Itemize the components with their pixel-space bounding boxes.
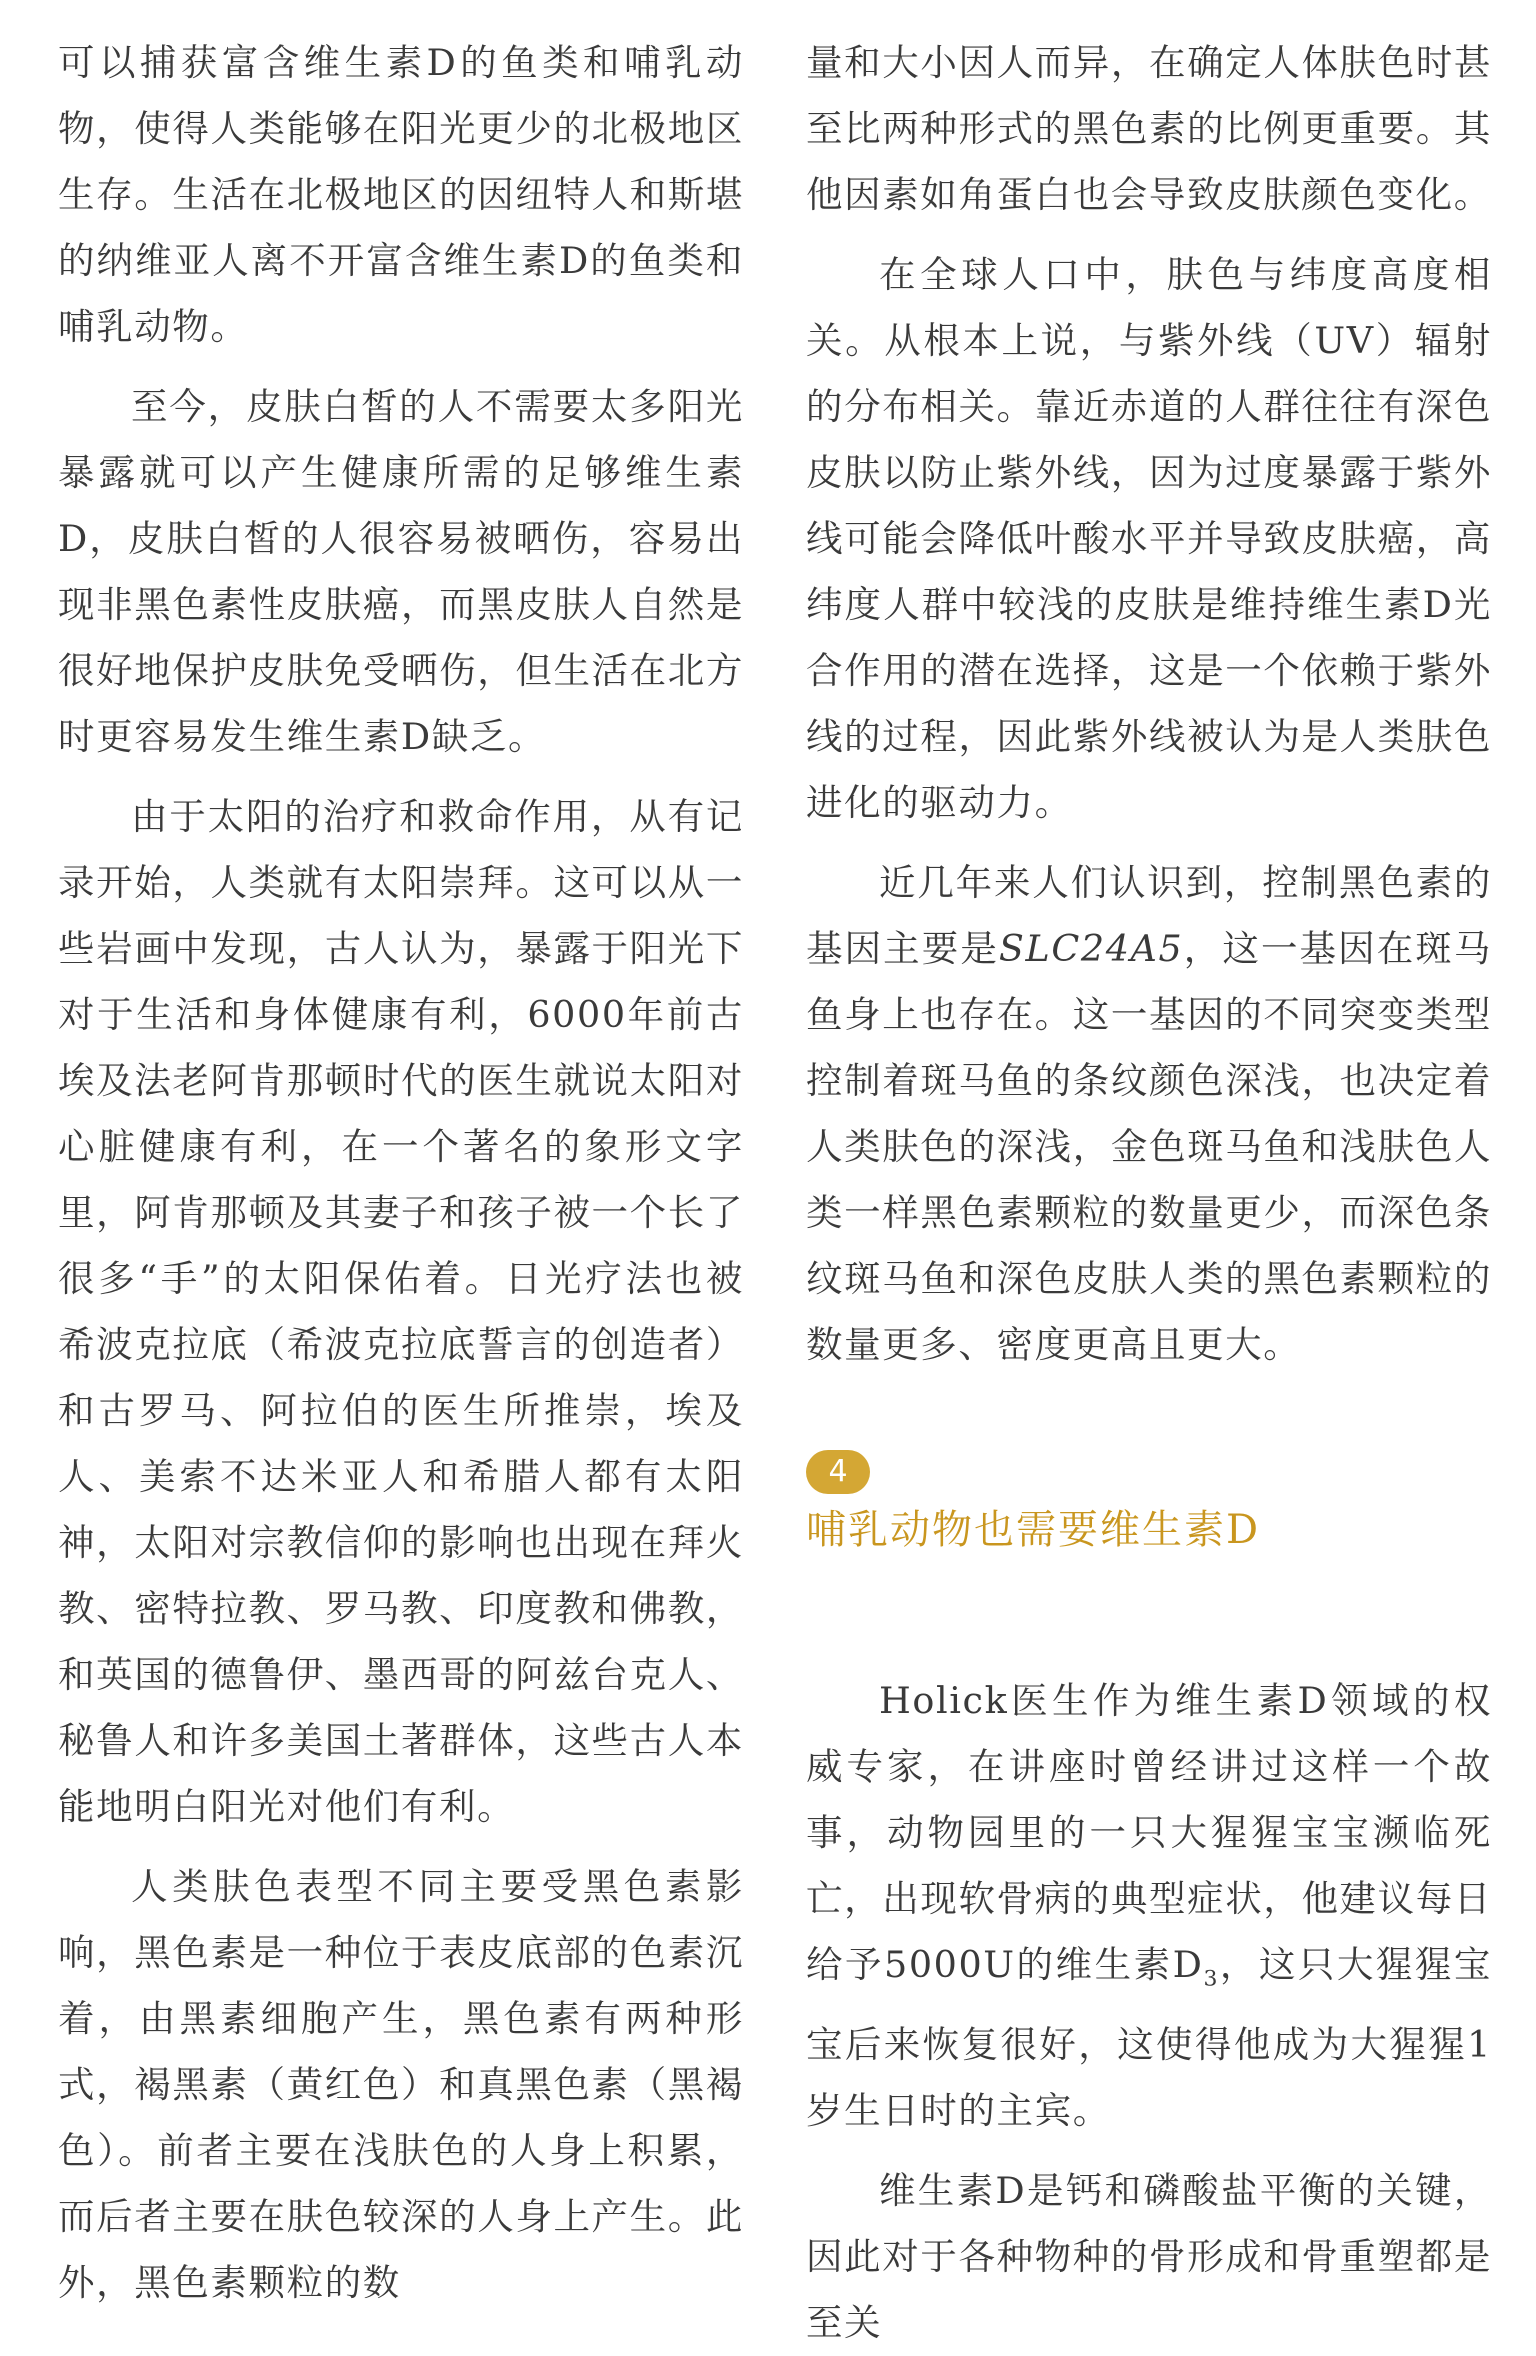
paragraph: 至今，皮肤白皙的人不需要太多阳光暴露就可以产生健康所需的足够维生素D，皮肤白皙的人很容易被晒伤，容易出现非黑色素性皮肤癌，而黑皮肤人自然是很好地保护皮肤免受晒伤，但生活在北方时更容易发生维生素D缺乏。 [58,385,744,758]
paragraph: 量和大小因人而异，在确定人体肤色时甚至比两种形式的黑色素的比例更重要。其他因素如角蛋白也会导致皮肤颜色变化。 [806,41,1492,216]
paragraph: 维生素D是钙和磷酸盐平衡的关键，因此对于各种物种的骨形成和骨重塑都是至关 [806,2169,1492,2345]
paragraph: 在全球人口中，肤色与纬度高度相关。从根本上说，与紫外线（UV）辐射的分布相关。靠近赤道的人群往往有深色皮肤以防止紫外线，因为过度暴露于紫外线可能会降低叶酸水平并导致皮肤癌，高纬度人群中较浅的皮肤是维持维生素D光合作用的潜在选择，这是一个依赖于紫外线的过程，因此紫外线被认为是人类肤色进化的驱动力。 [806,253,1492,824]
text-run: 近几年来人们认识到，控制黑色素的基因主要是 [806,861,1492,970]
section-heading [806,1450,1492,1560]
paragraph: 由于太阳的治疗和救命作用，从有记录开始，人类就有太阳崇拜。这可以从一些岩画中发现，古人认为，暴露于阳光下对于生活和身体健康有利，6000年前古埃及法老阿肯那顿时代的医生就说太阳对心脏健康有利，在一个著名的象形文字里，阿肯那顿及其妻子和孩子被一个长了很多“手”的太阳保佑着。日光疗法也被希波克拉底（希波克拉底誓言的创造者）和古罗马、阿拉伯的医生所推崇，埃及人、美索不达米亚人和希腊人都有太阳神，太阳对宗教信仰的影响也出现在拜火教、密特拉教、罗马教、印度教和佛教，和英国的德鲁伊、墨西哥的阿兹台克人、秘鲁人和许多美国土著群体，这些古人本能地明白阳光对他们有利。 [58,795,744,1828]
section-number-badge: 4 [806,1450,870,1494]
gene-name: SLC24A5 [998,927,1184,970]
subscript: 3 [1203,1966,1219,1992]
paragraph: 人类肤色表型不同主要受黑色素影响，黑色素是一种位于表皮底部的色素沉着，由黑素细胞产生，黑色素有两种形式，褐黑素（黄红色）和真黑色素（黑褐色）。前者主要在浅肤色的人身上积累，而后者主要在肤色较深的人身上产生。此外，黑色素颗粒的数 [58,1865,744,2304]
section-title: 哺乳动物也需要维生素D [806,1507,1261,1553]
left-column [58,0,744,2316]
text-run: Holick医生作为维生素D领域的权威专家，在讲座时曾经讲过这样一个故事，动物园里的一只大猩猩宝宝濒临死亡，出现软骨病的典型症状，他建议每日给予5000U的维生素D [806,1679,1492,1986]
text-run: ，这一基因在斑马鱼身上也存在。这一基因的不同突变类型控制着斑马鱼的条纹颜色深浅，也决定着人类肤色的深浅，金色斑马鱼和浅肤色人类一样黑色素颗粒的数量更少，而深色条纹斑马鱼和深色皮肤人类的黑色素颗粒的数量更多、密度更高且更大。 [806,927,1492,1366]
right-column [806,0,1492,2356]
paragraph [806,1668,1492,2144]
paragraph: 可以捕获富含维生素D的鱼类和哺乳动物，使得人类能够在阳光更少的北极地区生存。生活在北极地区的因纽特人和斯堪的纳维亚人离不开富含维生素D的鱼类和哺乳动物。 [58,41,744,348]
paragraph [806,850,1492,1378]
text-run: ，这只大猩猩宝宝后来恢复很好，这使得他成为大猩猩1岁生日时的主宾。 [806,1943,1492,2133]
